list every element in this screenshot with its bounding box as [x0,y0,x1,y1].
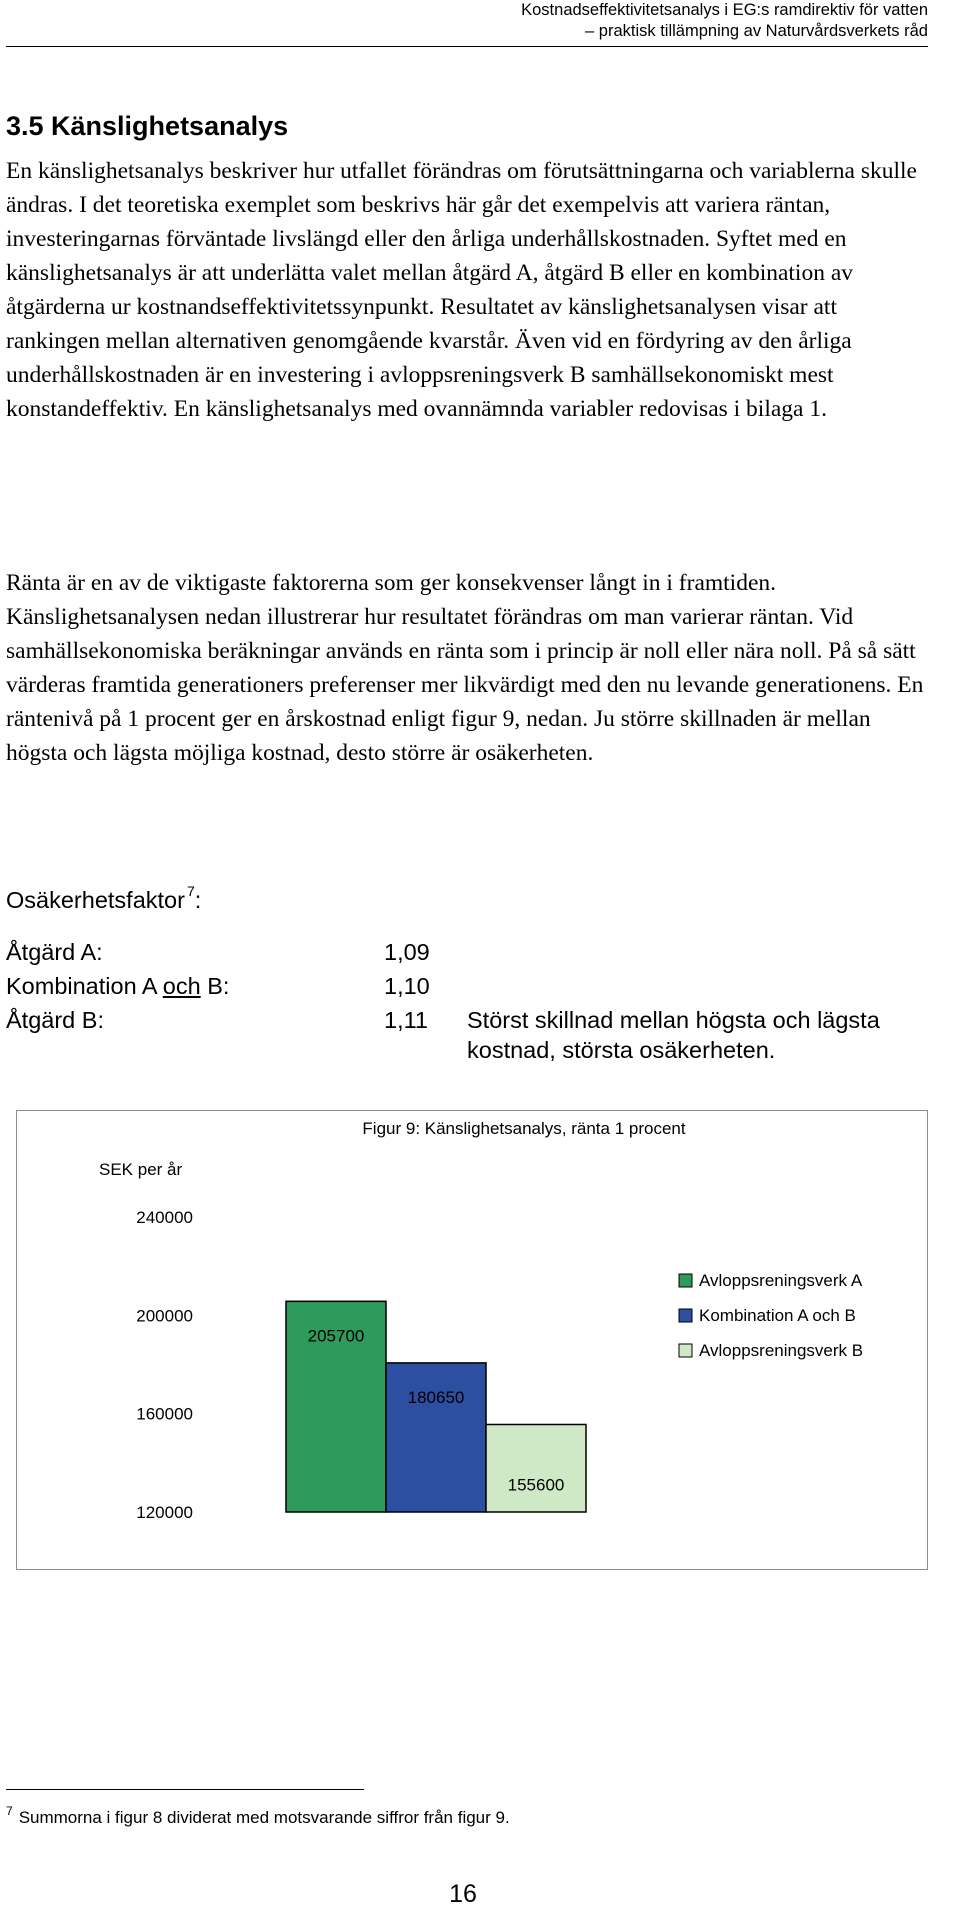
y-tick-label: 240000 [136,1208,193,1227]
uncertainty-label-colon: : [194,887,202,913]
label-post: B: [200,973,230,999]
uncertainty-label-text: Osäkerhetsfaktor [6,887,185,913]
chart-title: Figur 9: Känslighetsanalys, ränta 1 procent [362,1119,686,1138]
label-underlined: och [162,973,201,999]
paragraph-interest-rate: Ränta är en av de viktigaste faktorerna som ger konsekvenser långt in i framtiden. Känslighetsanalysen nedan illustrerar hur resultatet förändras om man varierar räntan. Vid samhällsekonomiska beräkningar används en ränta som i princip är noll eller nära noll. På så sätt värderas framtida generationers preferenser mer likvärdigt med den nu levande generationens. En räntenivå på 1 procent ger en årskostnad enligt figur 9, nedan. Ju större skillnaden är mellan högsta och lägsta möjliga kostnad, desto större är osäkerheten. [6,570,924,766]
uncertainty-row-value: 1,10 [384,973,430,999]
footnote-text: Summorna i figur 8 dividerat med motsvarande siffror från figur 9. [18,1808,510,1827]
bar [486,1424,586,1512]
bar-data-label: 180650 [407,1387,465,1407]
footnote [6,1800,510,1829]
section-heading: 3.5 Känslighetsanalys [6,111,289,141]
legend-swatch [679,1344,692,1357]
bar [386,1363,486,1512]
header-rule [6,46,928,47]
page-number: 16 [449,1880,477,1908]
uncertainty-note: Störst skillnad mellan högsta och lägsta kostnad, största osäkerheten. [467,1007,880,1063]
uncertainty-row-value: 1,09 [384,939,430,965]
chart-figure-9 [17,1111,929,1571]
legend-entry: Avloppsreningsverk B [699,1341,864,1360]
bar-data-label: 155600 [507,1475,565,1495]
y-tick-label: 120000 [136,1503,193,1522]
legend-entry: Kombination A och B [699,1306,856,1325]
paragraph-sensitivity-intro: En känslighetsanalys beskriver hur utfallet förändras om förutsättningarna och variablerna skulle ändras. I det teoretiska exemplet som beskrivs här går det exempelvis att variera räntan, investeringarnas förväntade livslängd eller den årliga underhållskostnaden. Syftet med en känslighetsanalys är att underlätta valet mellan åtgärd A, åtgärd B eller en kombination av åtgärderna ur kostnandseffektivitetssynpunkt. Resultatet av känslighetsanalysen visar att rankingen mellan alternativen genomgående kvarstår. Även vid en fördyring av den årliga underhållskostnaden är en investering i avloppsreningsverk B samhällsekonomiskt mest konstandeffektiv. En känslighetsanalys med ovannämnda variabler redovisas i bilaga 1. [6,158,917,422]
uncertainty-row-value: 1,11 [384,1007,428,1033]
uncertainty-row-label: Åtgärd A: [6,939,103,965]
label-pre: Kombination A [6,973,163,999]
bar-data-label: 205700 [307,1326,365,1346]
chart-frame [16,1110,928,1570]
y-tick-label: 160000 [136,1404,193,1424]
chart-ylabel: SEK per år [99,1160,183,1179]
footnote-rule [6,1789,364,1790]
running-header [521,0,928,42]
uncertainty-label [6,876,201,915]
header-title-line2: – praktisk tillämpning av Naturvårdsverkets råd [585,22,928,40]
uncertainty-row-label: Åtgärd B: [6,1007,104,1033]
legend-entry: Avloppsreningsverk A [699,1271,863,1290]
uncertainty-row-label [6,971,229,1001]
legend-swatch [679,1309,692,1322]
footnote-number: 7 [6,1804,13,1818]
y-tick-label: 200000 [136,1306,193,1326]
header-title-line1: Kostnadseffektivitetsanalys i EG:s ramdirektiv för vatten [521,1,928,19]
footnote-ref: 7 [186,883,195,899]
legend-swatch [679,1274,692,1287]
